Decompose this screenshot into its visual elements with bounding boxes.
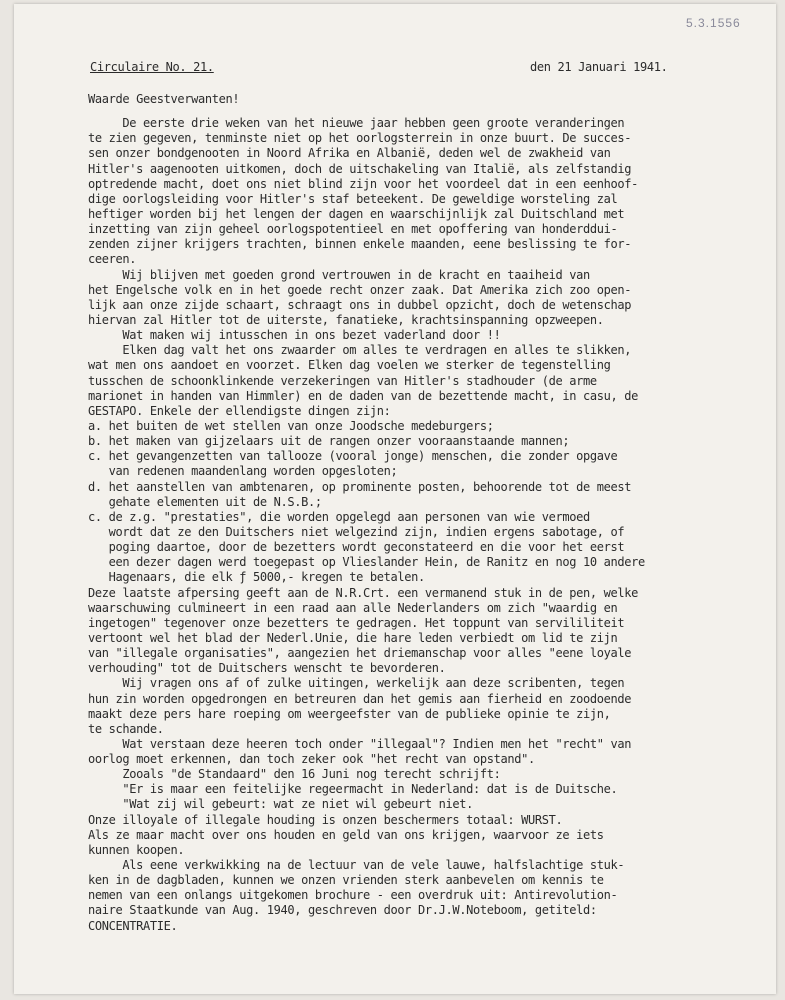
text-line: GESTAPO. Enkele der ellendigste dingen zijn: bbox=[88, 403, 391, 418]
text-line: Deze laatste afpersing geeft aan de N.R.Crt. een vermanend stuk in de pen, welke bbox=[88, 585, 638, 600]
text-line: wordt dat ze den Duitschers niet welgezind zijn, indien ergens sabotage, of bbox=[88, 524, 625, 539]
text-line: dige oorlogsleiding voor Hitler's staf beteekent. De geweldige worsteling zal bbox=[88, 191, 618, 206]
text-line: Wij blijven met goeden grond vertrouwen in de kracht en taaiheid van bbox=[88, 267, 590, 282]
text-line: zenden zijner krijgers trachten, binnen enkele maanden, eene beslissing te for- bbox=[88, 237, 632, 252]
circular-number: Circulaire No. 21. bbox=[90, 60, 214, 74]
text-line: poging daartoe, door de bezetters wordt geconstateerd en die voor het eerst bbox=[88, 540, 625, 555]
text-line: maakt deze pers hare roeping om weergeefster van de publieke opinie te zijn, bbox=[88, 706, 611, 721]
text-line: te zien gegeven, tenminste niet op het oorlogsterrein in onze buurt. De succes- bbox=[88, 131, 632, 146]
text-line: te schande. bbox=[88, 721, 164, 736]
text-line: Wat maken wij intusschen in ons bezet vaderland door !! bbox=[88, 328, 501, 343]
text-line: tusschen de schoonklinkende verzekeringen van Hitler's stadhouder (de arme bbox=[88, 373, 597, 388]
text-line: verhouding" tot de Duitschers wenscht te bevorderen. bbox=[88, 661, 446, 676]
text-line: Wij vragen ons af of zulke uitingen, werkelijk aan deze scribenten, tegen bbox=[88, 676, 625, 691]
text-line: Als ze maar macht over ons houden en geld van ons krijgen, waarvoor ze iets bbox=[88, 827, 604, 842]
text-line: ken in de dagbladen, kunnen we onzen vrienden sterk aanbevelen om kennis te bbox=[88, 873, 604, 888]
letter-body bbox=[88, 60, 750, 934]
text-line: c. het gevangenzetten van tallooze (vooral jonge) menschen, die zonder opgave bbox=[88, 449, 618, 464]
text-line: Als eene verkwikking na de lectuur van de vele lauwe, halfslachtige stuk- bbox=[88, 858, 625, 873]
text-line: Elken dag valt het ons zwaarder om alles te verdragen en alles te slikken, bbox=[88, 343, 632, 358]
text-line: het Engelsche volk en in het goede recht onzer zaak. Dat Amerika zich zoo open- bbox=[88, 282, 632, 297]
letter-header bbox=[88, 60, 750, 76]
text-line: Onze illoyale of illegale houding is onzen beschermers totaal: WURST. bbox=[88, 812, 563, 827]
archive-number: 5.3.1556 bbox=[686, 16, 741, 30]
text-line: hiervan zal Hitler tot de uiterste, fanatieke, krachtsinspanning opzweepen. bbox=[88, 312, 604, 327]
text-line: oorlog moet erkennen, dan toch zeker ook "het recht van opstand". bbox=[88, 752, 535, 767]
text-line: d. het aanstellen van ambtenaren, op prominente posten, behoorende tot de meest bbox=[88, 479, 632, 494]
text-line: "Wat zij wil gebeurt: wat ze niet wil gebeurt niet. bbox=[88, 797, 473, 812]
text-line: sen onzer bondgenooten in Noord Afrika en Albanië, deden wel de zwakheid van bbox=[88, 146, 611, 161]
text-line: nemen van een onlangs uitgekomen brochure - een overdruk uit: Antirevolution- bbox=[88, 888, 618, 903]
text-line: c. de z.g. "prestaties", die worden opgelegd aan personen van wie vermoed bbox=[88, 509, 590, 524]
text-line: inzetting van zijn geheel oorlogspotentieel en met opoffering van honderddui- bbox=[88, 222, 618, 237]
text-line: van "illegale organisaties", aangezien het driemanschap voor alles "eene loyale bbox=[88, 646, 632, 661]
text-line: marionet in handen van Himmler) en de daden van de bezettende macht, in casu, de bbox=[88, 388, 638, 403]
text-line: Hagenaars, die elk ƒ 5000,- kregen te betalen. bbox=[88, 570, 425, 585]
text-line: Wat verstaan deze heeren toch onder "illegaal"? Indien men het "recht" van bbox=[88, 736, 632, 751]
text-line: naire Staatkunde van Aug. 1940, geschreven door Dr.J.W.Noteboom, getiteld: bbox=[88, 903, 597, 918]
text-line: van redenen maandenlang worden opgesloten; bbox=[88, 464, 398, 479]
body-text bbox=[88, 116, 750, 934]
text-line: lijk aan onze zijde schaart, schraagt ons in dubbel opzicht, doch de wetenschap bbox=[88, 297, 632, 312]
text-line: Zooals "de Standaard" den 16 Juni nog terecht schrijft: bbox=[88, 767, 501, 782]
salutation: Waarde Geestverwanten! bbox=[88, 92, 240, 106]
text-line: "Er is maar een feitelijke regeermacht in Nederland: dat is de Duitsche. bbox=[88, 782, 618, 797]
text-line: CONCENTRATIE. bbox=[88, 918, 178, 933]
text-line: ingetogen" tegenover onze bezetters te gedragen. Het toppunt van servililiteit bbox=[88, 615, 625, 630]
document-page bbox=[14, 4, 776, 994]
text-line: ceeren. bbox=[88, 252, 137, 267]
text-line: een dezer dagen werd toegepast op Vlieslander Hein, de Ranitz en nog 10 andere bbox=[88, 555, 645, 570]
text-line: vertoont wel het blad der Nederl.Unie, die hare leden verbiedt om lid te zijn bbox=[88, 630, 618, 645]
text-line: optredende macht, doet ons niet blind zijn voor het voordeel dat in een eenhoof- bbox=[88, 176, 638, 191]
text-line: Hitler's aagenooten uitkomen, doch de uitschakeling van Italië, als zelfstandig bbox=[88, 161, 632, 176]
text-line: waarschuwing culmineert in een raad aan alle Nederlanders om zich "waardig en bbox=[88, 600, 618, 615]
text-line: wat men ons aandoet en voorzet. Elken dag voelen we sterker de tegenstelling bbox=[88, 358, 611, 373]
text-line: a. het buiten de wet stellen van onze Joodsche medeburgers; bbox=[88, 418, 494, 433]
text-line: kunnen koopen. bbox=[88, 842, 185, 857]
text-line: heftiger worden bij het lengen der dagen en waarschijnlijk zal Duitschland met bbox=[88, 207, 625, 221]
circular-date: den 21 Januari 1941. bbox=[530, 60, 668, 74]
text-line: hun zin worden opgedrongen en betreuren dan het gemis aan fierheid en zoodoende bbox=[88, 691, 632, 706]
text-line: De eerste drie weken van het nieuwe jaar hebben geen groote veranderingen bbox=[88, 116, 625, 131]
text-line: b. het maken van gijzelaars uit de rangen onzer vooraanstaande mannen; bbox=[88, 434, 570, 449]
text-line: gehate elementen uit de N.S.B.; bbox=[88, 494, 322, 509]
